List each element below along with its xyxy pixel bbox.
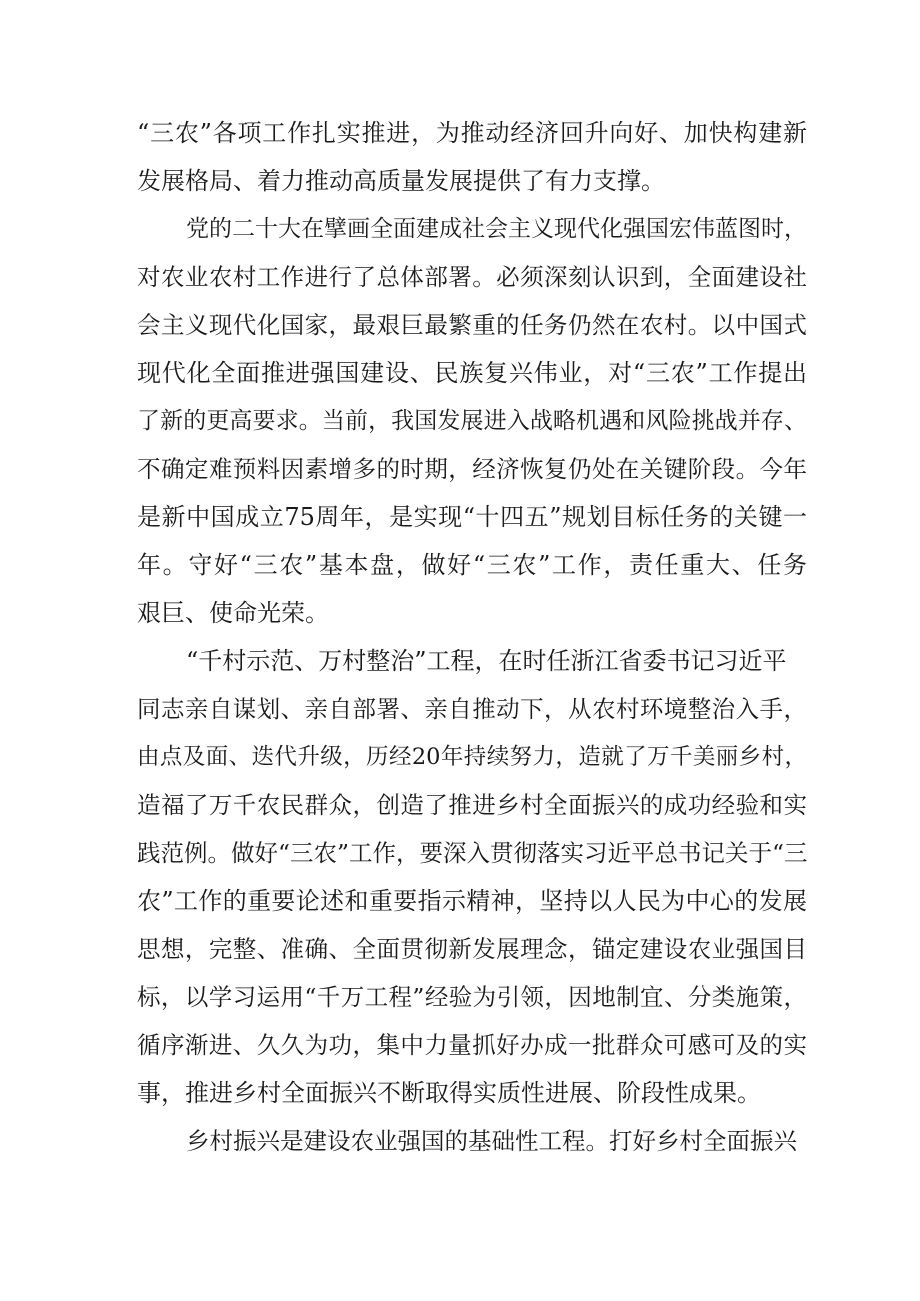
paragraph-3-line-5: 践范例。做好“三农”工作，要深入贯彻落实习近平总书记关于“三	[137, 839, 808, 867]
paragraph-3-line-8: 标，以学习运用“千万工程”经验为引领，因地制宜、分类施策，	[137, 983, 807, 1011]
paragraph-3-line-6: 农”工作的重要论述和重要指示精神，坚持以人民为中心的发展	[137, 887, 807, 915]
paragraph-2-line-8: 年。守好“三农”基本盘，做好“三农”工作，责任重大、任务	[137, 551, 807, 579]
paragraph-2-line-9: 艰巨、使命光荣。	[137, 599, 329, 627]
paragraph-3-line-9: 循序渐进、久久为功，集中力量抓好办成一批群众可感可及的实	[137, 1031, 807, 1059]
paragraph-2-line-3: 会主义现代化国家，最艰巨最繁重的任务仍然在农村。以中国式	[137, 311, 807, 339]
paragraph-3-line-2: 同志亲自谋划、亲自部署、亲自推动下，从农村环境整治入手，	[137, 695, 807, 723]
paragraph-4-line-1: 乡村振兴是建设农业强国的基础性工程。打好乡村全面振兴	[186, 1127, 797, 1155]
paragraph-2-line-5: 了新的更高要求。当前，我国发展进入战略机遇和风险挑战并存、	[137, 408, 807, 434]
paragraph-3-line-1: “千村示范、万村整治”工程，在时任浙江省委书记习近平	[186, 647, 787, 675]
paragraph-2-line-4: 现代化全面推进强国建设、民族复兴伟业，对“三农”工作提出	[137, 359, 807, 387]
paragraph-2-line-2: 对农业农村工作进行了总体部署。必须深刻认识到，全面建设社	[137, 263, 807, 291]
paragraph-2-line-1: 党的二十大在擘画全面建成社会主义现代化强国宏伟蓝图时，	[186, 216, 807, 242]
paragraph-1-line-2: 发展格局、着力推动高质量发展提供了有力支撑。	[137, 167, 665, 195]
paragraph-1-line-1: “三农”各项工作扎实推进，为推动经济回升向好、加快构建新	[137, 119, 807, 147]
paragraph-3-line-7: 思想，完整、准确、全面贯彻新发展理念，锚定建设农业强国目	[137, 935, 807, 963]
paragraph-2-line-6: 不确定难预料因素增多的时期，经济恢复仍处在关键阶段。今年	[137, 455, 807, 483]
paragraph-3-line-4: 造福了万千农民群众，创造了推进乡村全面振兴的成功经验和实	[137, 791, 807, 819]
paragraph-2-line-7: 是新中国成立75周年，是实现“十四五”规划目标任务的关键一	[137, 503, 807, 531]
paragraph-3-line-3: 由点及面、迭代升级，历经20年持续努力，造就了万千美丽乡村，	[137, 744, 807, 770]
paragraph-3-line-10: 事，推进乡村全面振兴不断取得实质性进展、阶段性成果。	[137, 1079, 761, 1107]
